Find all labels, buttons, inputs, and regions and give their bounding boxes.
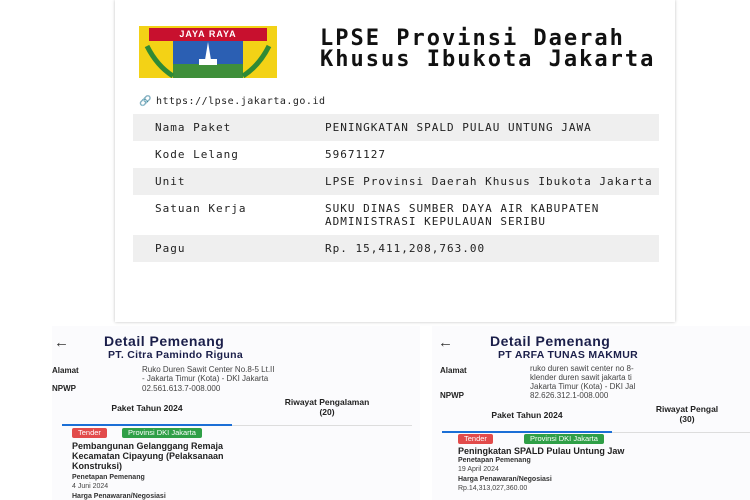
project-title-line[interactable]: Peningkatan SPALD Pulau Untung Jaw [458, 446, 625, 456]
project-title-line[interactable]: Pembangunan Gelanggang Remaja [72, 441, 224, 451]
info-row-satuan-kerja [133, 195, 659, 235]
logo-ribbon-text: JAYA RAYA [149, 28, 267, 41]
tabs [62, 395, 412, 426]
info-row-nama-paket [133, 114, 659, 141]
harga-label: Harga Penawaran/Negosiasi [72, 493, 166, 500]
winner-panel-left [52, 326, 420, 500]
npwp-label: NPWP [52, 384, 76, 393]
package-info-card [115, 0, 675, 322]
info-value: 59671127 [325, 148, 386, 161]
harga-value: Rp.14,313,027,360.00 [458, 485, 528, 492]
alamat-line: ruko duren sawit center no 8- [530, 364, 634, 373]
region-badge: Provinsi DKI Jakarta [122, 428, 202, 438]
package-info-table [133, 114, 659, 262]
penetapan-date: 19 April 2024 [458, 466, 499, 473]
back-arrow-icon[interactable]: ← [438, 334, 453, 351]
tender-badge: Tender [72, 428, 107, 438]
alamat-line: - Jakarta Timur (Kota) - DKI Jakarta [142, 374, 269, 383]
tab-count: (20) [319, 407, 335, 417]
company-name: PT. Citra Pamindo Riguna [108, 349, 243, 361]
tender-badge: Tender [458, 434, 493, 444]
tab-paket-tahun[interactable] [62, 395, 232, 426]
org-title: LPSE Provinsi Daerah Khusus Ibukota Jakarta [320, 26, 656, 72]
info-label: Kode Lelang [155, 148, 239, 161]
tab-label: Paket Tahun 2024 [491, 410, 563, 420]
region-badge: Provinsi DKI Jakarta [524, 434, 604, 444]
info-label: Nama Paket [155, 121, 232, 134]
alamat-label: Alamat [52, 366, 79, 375]
info-label: Pagu [155, 242, 186, 255]
harga-label: Harga Penawaran/Negosiasi [458, 476, 552, 483]
link-icon: 🔗 [139, 96, 152, 107]
alamat-line: Jakarta Timur (Kota) - DKI Jal [530, 382, 636, 391]
info-value: LPSE Provinsi Daerah Khusus Ibukota Jakarta [325, 175, 653, 188]
project-title-line[interactable]: Kecamatan Cipayung (Pelaksanaan [72, 451, 224, 461]
tab-label: Paket Tahun 2024 [111, 403, 183, 413]
project-title-line[interactable]: Konstruksi) [72, 461, 123, 471]
jakarta-logo [139, 26, 277, 78]
penetapan-date: 4 Juni 2024 [72, 483, 109, 490]
alamat-line: Ruko Duren Sawit Center No.8-5 Lt.II [142, 365, 275, 374]
penetapan-label: Penetapan Pemenang [72, 474, 145, 481]
info-row-pagu [133, 235, 659, 262]
alamat-line: klender duren sawit jakarta ti [530, 373, 632, 382]
panel-title: Detail Pemenang [104, 333, 225, 349]
info-value: PENINGKATAN SPALD PULAU UNTUNG JAWA [325, 121, 592, 134]
info-value: Rp. 15,411,208,763.00 [325, 242, 486, 255]
site-url-link[interactable] [139, 96, 326, 107]
npwp-value: 82.626.312.1-008.000 [530, 391, 609, 400]
winner-panel-right [432, 326, 750, 500]
tabs [442, 402, 750, 433]
back-arrow-icon[interactable]: ← [54, 334, 69, 351]
info-row-unit [133, 168, 659, 195]
alamat-label: Alamat [440, 366, 467, 375]
npwp-label: NPWP [440, 391, 464, 400]
tab-paket-tahun[interactable] [442, 402, 612, 433]
info-label: Satuan Kerja [155, 202, 247, 215]
tab-label: Riwayat Pengal [655, 404, 719, 414]
npwp-value: 02.561.613.7-008.000 [142, 384, 221, 393]
info-row-kode-lelang [133, 141, 659, 168]
penetapan-label: Penetapan Pemenang [458, 457, 531, 464]
tab-label: Riwayat Pengalaman [284, 397, 370, 407]
tab-riwayat-pengalaman[interactable] [242, 395, 412, 424]
company-name: PT ARFA TUNAS MAKMUR [498, 349, 638, 361]
panel-title: Detail Pemenang [490, 333, 611, 349]
info-label: Unit [155, 175, 186, 188]
site-url-text: https://lpse.jakarta.go.id [155, 96, 326, 107]
tab-riwayat-pengalaman[interactable] [622, 402, 750, 431]
info-value: SUKU DINAS SUMBER DAYA AIR KABUPATEN ADMINISTRASI KEPULAUAN SERIBU [325, 202, 600, 228]
tab-count: (30) [679, 414, 695, 424]
